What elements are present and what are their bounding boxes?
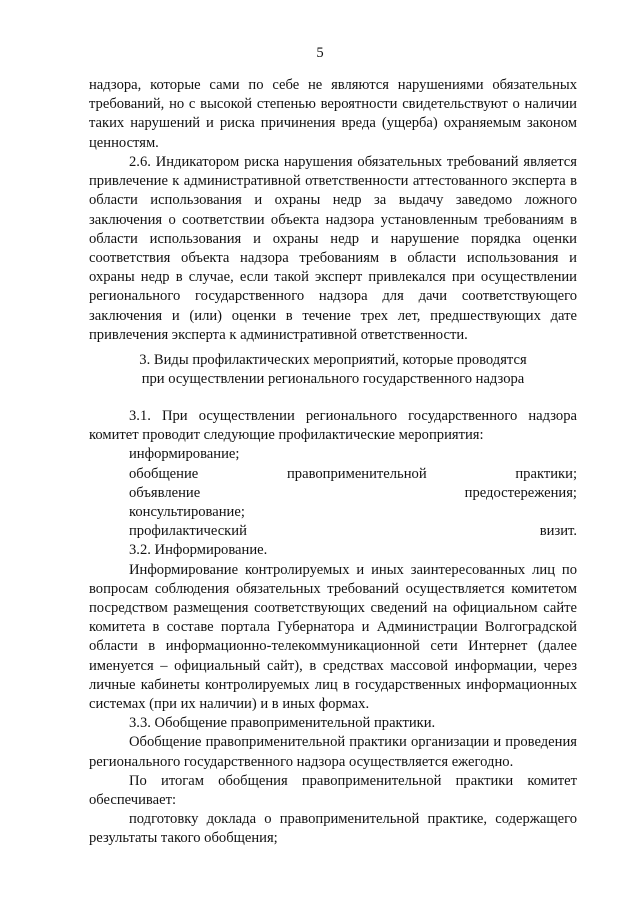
paragraph-3-1	[89, 407, 577, 849]
subsection-heading: 3.2. Информирование.	[129, 542, 268, 559]
text-paragraph: 2.6. Индикатором риска нарушения обязательных требований является привлечение к административной ответственности аттестованного эксперта в области использования и охраны недр за выдачу заведомо ложного заключения о соответствии объекта надзора установленным требованиям в области использования и охраны недр и нарушение порядка оценки соответствия объекта надзора требованиям в области использования и охраны недр в случае, если такой эксперт привлекался при осуществлении регионального государственного надзора для дачи соответствующего заключения и (или) оценки в течение трех лет, предшествующих дате привлечения эксперта к административной ответственности.	[89, 154, 577, 343]
text-paragraph: 3.1. При осуществлении регионального государственного надзора комитет проводит следующие профилактические мероприятия:	[89, 408, 577, 444]
text-paragraph: Обобщение правоприменительной практики организации и проведения регионального государственного надзора осуществляется ежегодно.	[89, 734, 577, 770]
list-item: объявление предостережения;	[129, 484, 577, 501]
list-item: обобщение правоприменительной практики;	[129, 465, 577, 482]
section-heading-line-1: 3. Виды профилактических мероприятий, которые проводятся	[139, 352, 527, 368]
section-heading-line-2: при осуществлении регионального государственного надзора	[141, 371, 525, 388]
paragraph-continuation	[89, 76, 577, 153]
text-paragraph: Информирование контролируемых и иных заинтересованных лиц по вопросам соблюдения обязательных требований осуществляется комитетом посредством размещения соответствующих сведений на официальном сайте комитета в составе портала Губернатора и Администрации Волгоградской области в информационно-телекоммуникационной сети Интернет (далее именуется – официальный сайт), в средствах массовой информации, через личные кабинеты контролируемых лиц в государственных информационных системах (при их наличии) и в иных формах.	[89, 561, 577, 713]
section-3-heading	[89, 351, 577, 389]
page-number: 5	[316, 45, 324, 61]
text-paragraph: подготовку доклада о правоприменительной практике, содержащего результаты такого обобщения;	[89, 811, 577, 847]
list-item: консультирование;	[129, 504, 245, 521]
subsection-heading: 3.3. Обобщение правоприменительной практики.	[129, 715, 436, 732]
list-item: информирование;	[129, 446, 240, 463]
text-paragraph: надзора, которые сами по себе не являются нарушениями обязательных требований, но с высокой степенью вероятности свидетельствуют о наличии таких нарушений и риска причинения вреда (ущерба) охраняемым законом ценностям.	[89, 77, 577, 151]
text-paragraph: По итогам обобщения правоприменительной практики комитет обеспечивает:	[89, 772, 577, 809]
list-item: профилактический визит.	[129, 523, 577, 540]
paragraph-2-6	[89, 153, 577, 345]
